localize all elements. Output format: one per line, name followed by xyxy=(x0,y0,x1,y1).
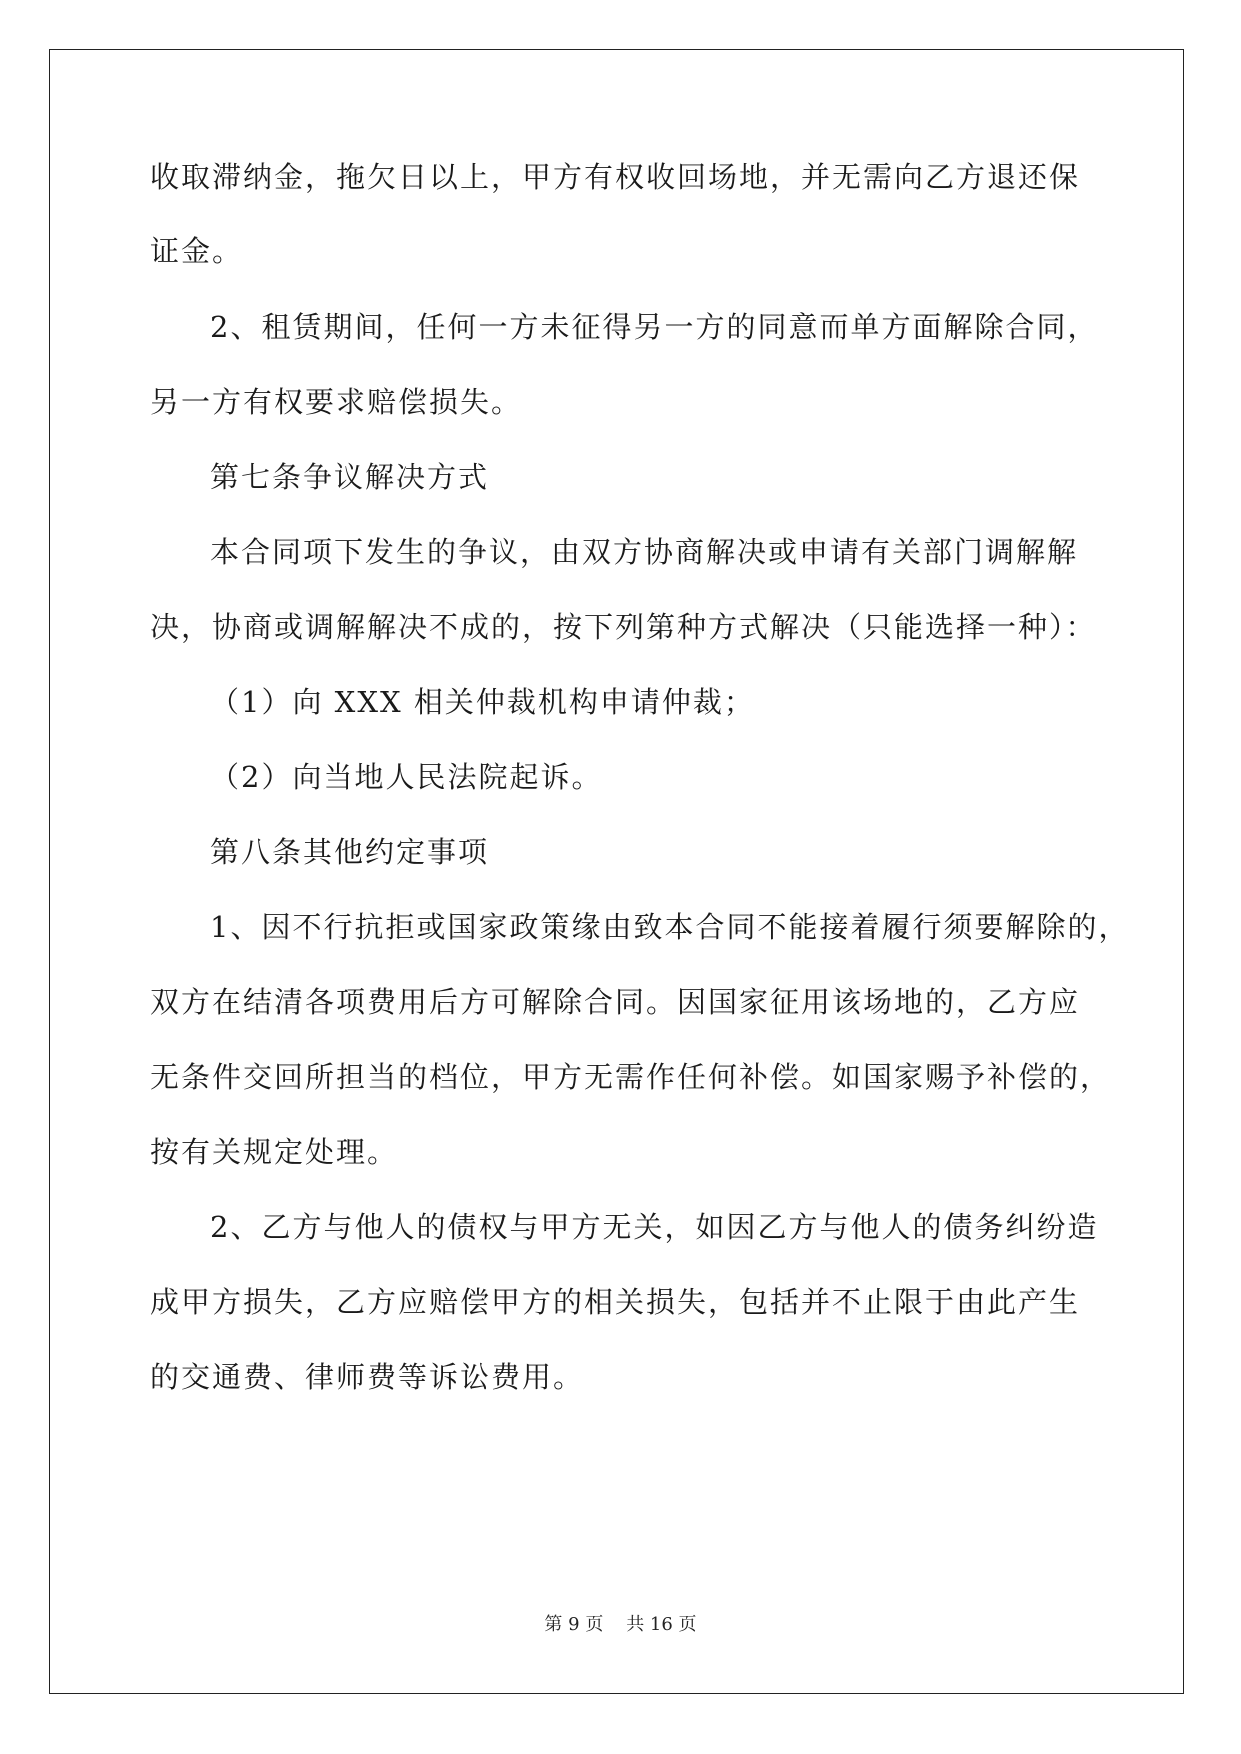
text-line: 2、乙方与他人的债权与甲方无关，如因乙方与他人的债务纠纷造 xyxy=(210,1210,1099,1244)
text-line: 证金。 xyxy=(150,234,244,268)
text-line: 另一方有权要求赔偿损失。 xyxy=(150,385,523,419)
text-line: 本合同项下发生的争议，由双方协商解决或申请有关部门调解解 xyxy=(210,535,1079,569)
section-heading: 第八条其他约定事项 xyxy=(210,835,490,869)
list-item: （2）向当地人民法院起诉。 xyxy=(210,760,603,794)
text-line: 按有关规定处理。 xyxy=(150,1135,399,1169)
section-heading: 第七条争议解决方式 xyxy=(210,460,490,494)
text-line: 收取滞纳金，拖欠日以上，甲方有权收回场地，并无需向乙方退还保 xyxy=(150,160,1081,194)
page-footer xyxy=(0,1613,1241,1637)
text-line: 2、租赁期间，任何一方未征得另一方的同意而单方面解除合同， xyxy=(210,310,1099,344)
text-line: 1、因不行抗拒或国家政策缘由致本合同不能接着履行须要解除的， xyxy=(210,910,1130,944)
page-number: 第 9 页 共 16 页 xyxy=(544,1614,697,1635)
text-line: 成甲方损失，乙方应赔偿甲方的相关损失，包括并不止限于由此产生 xyxy=(150,1285,1081,1319)
list-item: （1）向 XXX 相关仲裁机构申请仲裁； xyxy=(210,685,755,719)
text-line: 无条件交回所担当的档位，甲方无需作任何补偿。如国家赐予补偿的， xyxy=(150,1060,1112,1094)
text-line: 的交通费、律师费等诉讼费用。 xyxy=(150,1360,585,1394)
text-line: 双方在结清各项费用后方可解除合同。因国家征用该场地的，乙方应 xyxy=(150,985,1081,1019)
text-line: 决，协商或调解解决不成的，按下列第种方式解决（只能选择一种）： xyxy=(150,610,1097,644)
